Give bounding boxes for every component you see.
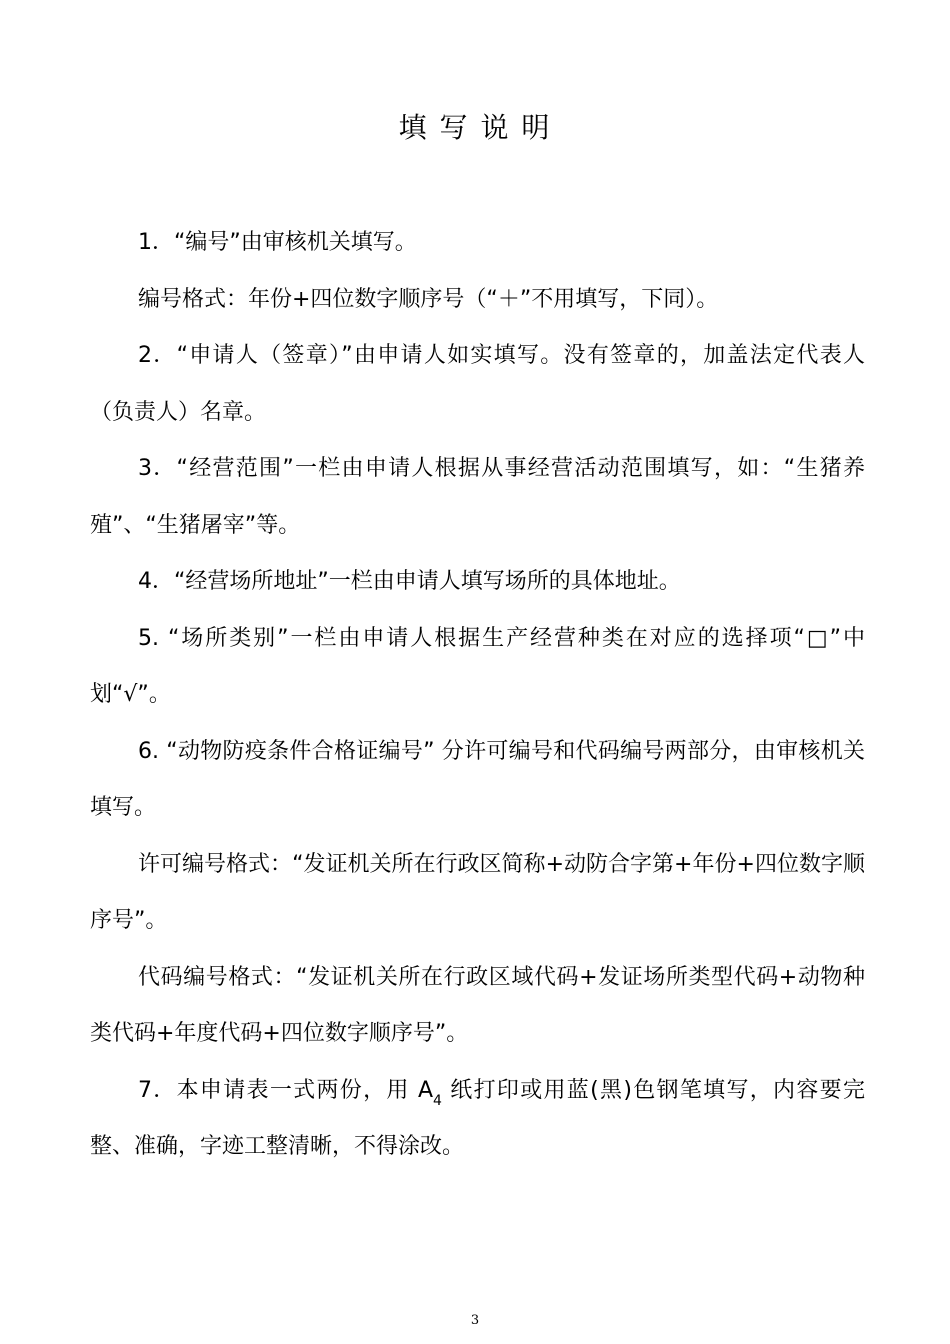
paragraph-numbering-format: 编号格式：年份+四位数字顺序号（“＋”不用填写，下同）。 <box>138 286 719 312</box>
paragraph-site-category: 5. “场所类别”一栏由申请人根据生产经营种类在对应的选择项“□”中划“√”。 <box>90 625 865 707</box>
page-number: 3 <box>470 1313 480 1328</box>
paper-size-subscript: 4 <box>433 1092 442 1109</box>
paragraph-copies-and-filling <box>90 1063 865 1176</box>
document-title: 填 写 说 明 <box>398 111 552 144</box>
paragraph-applicant-seal: 2．“申请人（签章）”由申请人如实填写。没有签章的，加盖法定代表人（负责人）名章。 <box>90 343 865 425</box>
paragraph-numbering: 1．“编号”由审核机关填写。 <box>138 230 417 255</box>
paragraph-certificate-number: 6. “动物防疫条件合格证编号” 分许可编号和代码编号两部分，由审核机关填写。 <box>90 738 865 820</box>
paragraph-copies-text-end: 纸打印或用蓝(黑)色钢笔填写，内容要完整、准确，字迹工整清晰，不得涂改。 <box>90 1077 865 1159</box>
paragraph-code-number-format: 代码编号格式：“发证机关所在行政区域代码+发证场所类型代码+动物种类代码+年度代码+四位数字顺序号”。 <box>90 964 865 1046</box>
instructions-body <box>90 215 865 1176</box>
paragraph-license-number-format: 许可编号格式：“发证机关所在行政区简称+动防合字第+年份+四位数字顺序号”。 <box>90 851 865 933</box>
paragraph-business-scope: 3．“经营范围”一栏由申请人根据从事经营活动范围填写，如：“生猪养殖”、“生猪屠宰”等。 <box>90 456 865 538</box>
paragraph-business-address: 4．“经营场所地址”一栏由申请人填写场所的具体地址。 <box>138 569 681 594</box>
paragraph-copies-text-start: 7．本申请表一式两份，用 A <box>138 1077 434 1103</box>
